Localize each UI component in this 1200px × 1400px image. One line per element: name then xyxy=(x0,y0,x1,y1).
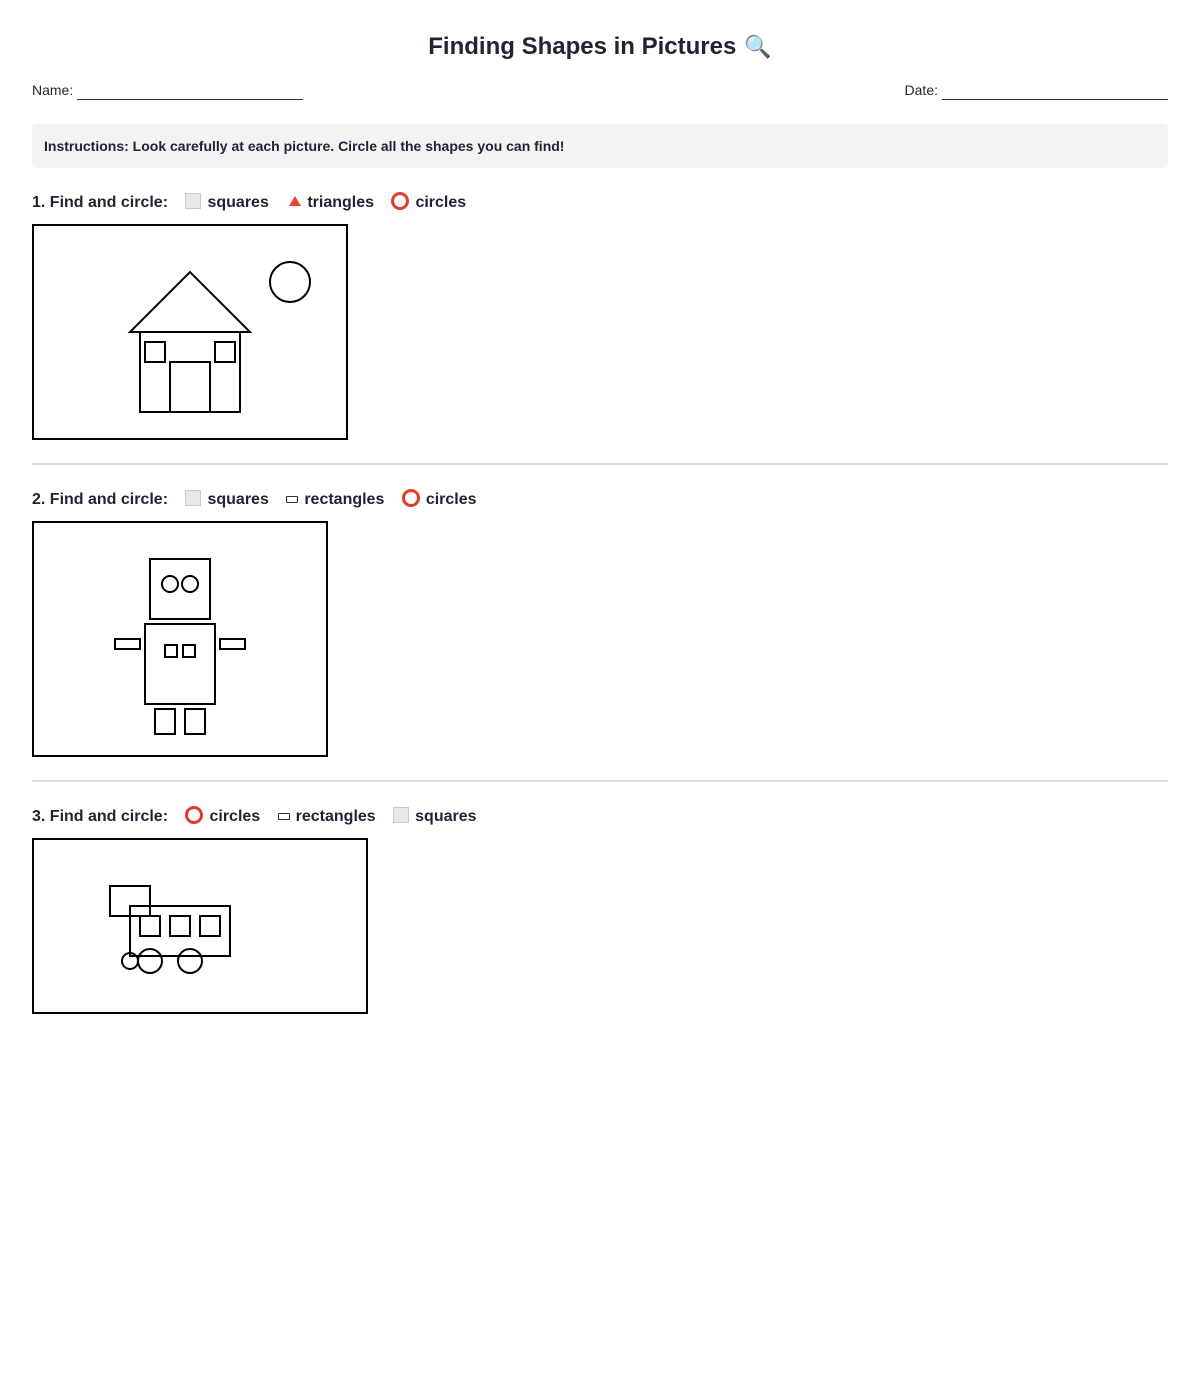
robot-left-leg-rectangle[interactable] xyxy=(155,709,175,734)
train-back-wheel-circle[interactable] xyxy=(178,949,202,973)
left-window-square[interactable] xyxy=(145,342,165,362)
house-body-rectangle[interactable] xyxy=(140,332,240,412)
item-label: rectangles xyxy=(304,491,385,508)
item-label: rectangles xyxy=(295,808,376,825)
question-3-heading xyxy=(32,806,477,828)
train-front-wheel-circle[interactable] xyxy=(138,949,162,973)
train-car-rectangle[interactable] xyxy=(130,906,230,956)
question-1-item-triangles xyxy=(286,194,374,211)
door-rectangle[interactable] xyxy=(170,362,210,412)
robot-picture[interactable] xyxy=(32,521,328,757)
house-picture[interactable] xyxy=(32,224,348,440)
triangle-icon xyxy=(289,196,301,206)
question-2-item-rectangles xyxy=(286,491,384,508)
section-divider xyxy=(32,463,1168,465)
circle-icon xyxy=(185,806,203,824)
robot-right-arm-rectangle[interactable] xyxy=(220,639,245,649)
robot-right-leg-rectangle[interactable] xyxy=(185,709,205,734)
house-drawing xyxy=(34,226,346,438)
name-field[interactable] xyxy=(32,80,303,100)
sun-circle[interactable] xyxy=(270,262,310,302)
train-drawing xyxy=(34,840,366,1012)
name-blank-line[interactable] xyxy=(77,84,303,100)
robot-right-button-square[interactable] xyxy=(183,645,195,657)
question-2-item-squares xyxy=(185,491,268,508)
question-1-prefix: 1. Find and circle: xyxy=(32,194,169,211)
circle-icon xyxy=(391,192,409,210)
instructions-text: Instructions: Look carefully at each picture. Circle all the shapes you can find! xyxy=(44,138,565,154)
train-window-2-square[interactable] xyxy=(170,916,190,936)
robot-left-arm-rectangle[interactable] xyxy=(115,639,140,649)
roof-triangle[interactable] xyxy=(130,272,250,332)
right-window-square[interactable] xyxy=(215,342,235,362)
question-1-item-circles xyxy=(391,194,466,211)
robot-left-eye-circle[interactable] xyxy=(162,576,178,592)
date-label: Date: xyxy=(904,82,938,98)
date-blank-line[interactable] xyxy=(942,84,1168,100)
question-2-item-circles xyxy=(402,491,477,508)
train-window-3-square[interactable] xyxy=(200,916,220,936)
item-label: squares xyxy=(207,194,269,211)
item-label: circles xyxy=(209,808,261,825)
robot-left-button-square[interactable] xyxy=(165,645,177,657)
circle-icon xyxy=(402,489,420,507)
question-1-item-squares xyxy=(185,194,268,211)
rectangle-icon xyxy=(278,813,290,820)
magnifying-glass-icon: 🔍 xyxy=(744,34,772,59)
item-label: triangles xyxy=(307,194,374,211)
robot-body-rectangle[interactable] xyxy=(145,624,215,704)
item-label: circles xyxy=(415,194,467,211)
question-2-prefix: 2. Find and circle: xyxy=(32,491,169,508)
question-3-item-circles xyxy=(185,808,260,825)
question-3-prefix: 3. Find and circle: xyxy=(32,808,169,825)
instructions-box xyxy=(32,124,1168,168)
rectangle-icon xyxy=(286,496,298,503)
section-divider xyxy=(32,780,1168,782)
question-1-heading xyxy=(32,192,466,214)
square-icon xyxy=(185,193,201,209)
date-field[interactable] xyxy=(905,80,1168,100)
item-label: squares xyxy=(415,808,477,825)
square-icon xyxy=(185,490,201,506)
item-label: circles xyxy=(425,491,477,508)
train-window-1-square[interactable] xyxy=(140,916,160,936)
robot-drawing xyxy=(34,523,326,755)
name-label: Name: xyxy=(32,82,74,98)
item-label: squares xyxy=(207,491,269,508)
question-3-item-squares xyxy=(393,808,476,825)
robot-right-eye-circle[interactable] xyxy=(182,576,198,592)
train-picture[interactable] xyxy=(32,838,368,1014)
title-text: Finding Shapes in Pictures xyxy=(428,33,737,60)
robot-head-square[interactable] xyxy=(150,559,210,619)
question-2-heading xyxy=(32,489,477,511)
square-icon xyxy=(393,807,409,823)
question-3-item-rectangles xyxy=(278,808,376,825)
page-title xyxy=(32,31,1168,63)
